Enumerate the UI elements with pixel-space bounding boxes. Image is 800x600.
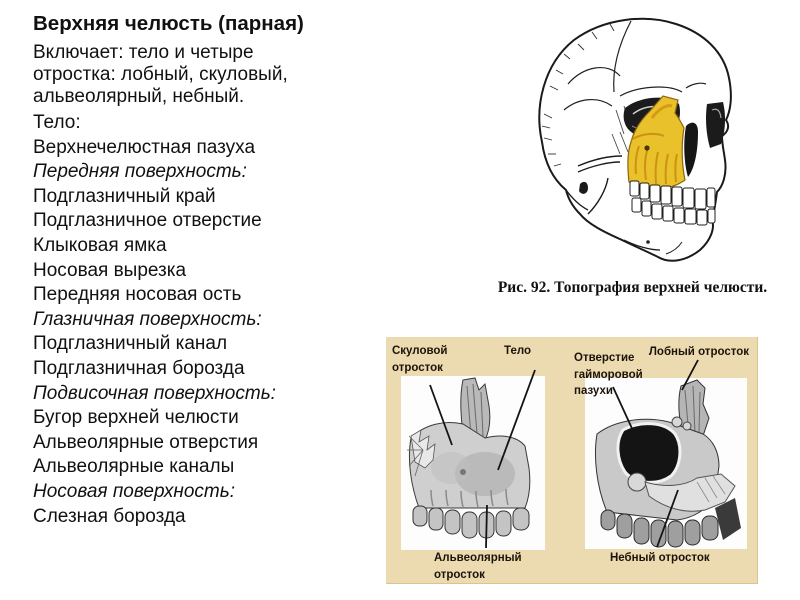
list-item: Тело: (33, 112, 81, 133)
label-body: Тело (504, 345, 532, 357)
maxilla-medial-view-image (585, 378, 747, 549)
list-item: Альвеолярные отверстия (33, 431, 259, 453)
intro-line: отростка: лобный, скуловый, (33, 64, 288, 85)
maxillary-sinus-opening (618, 424, 680, 483)
list-item: Носовая вырезка (33, 259, 187, 281)
infraorbital-foramen (644, 145, 649, 150)
skull-drawing (528, 14, 733, 266)
intro-line: Включает: тело и четыре (33, 42, 254, 63)
intro-line: альвеолярный, небный. (33, 86, 245, 107)
list-item: Бугор верхней челюсти (33, 407, 239, 429)
label-zygomatic-process: Скуловой отросток (392, 345, 448, 374)
label-frontal-process: Лобный отросток (648, 346, 749, 358)
maxilla-lateral-view-image (401, 376, 545, 550)
label-alveolar-process: Альвеолярный отросток (434, 552, 522, 581)
list-item: Глазничная поверхность: (33, 308, 262, 330)
list-item: Подглазничное отверстие (33, 210, 262, 232)
skull-topography-image (528, 14, 733, 266)
list-item: Подглазничный край (33, 185, 216, 207)
list-item: Подвисочная поверхность: (33, 382, 276, 404)
list-item: Клыковая ямка (33, 234, 167, 256)
list-item: Слезная борозда (33, 505, 186, 527)
label-palatine-process: Небный отросток (610, 552, 710, 564)
teeth-row (413, 506, 529, 538)
slide-title: Верхняя челюсть (парная) (33, 12, 304, 35)
anatomy-term-list (33, 111, 378, 529)
ear-canal (579, 182, 588, 194)
maxilla-medial-drawing (585, 378, 747, 549)
maxilla-diagram-panel (386, 337, 758, 584)
left-text-column (33, 12, 378, 529)
mental-foramen (646, 240, 650, 244)
list-item: Передняя носовая ость (33, 284, 242, 306)
figure-caption: Рис. 92. Топография верхней челюсти. (497, 279, 768, 296)
list-item: Передняя поверхность: (33, 161, 247, 183)
list-item: Верхнечелюстная пазуха (33, 136, 256, 158)
maxilla-lateral-drawing (401, 376, 545, 550)
list-item: Подглазничный канал (33, 333, 228, 355)
list-item: Подглазничная борозда (33, 357, 245, 379)
intro-paragraph (33, 42, 378, 108)
label-sinus-opening: Отверстие гайморовой пазухи (574, 352, 643, 398)
list-item: Носовая поверхность: (33, 480, 235, 502)
list-item: Альвеолярные каналы (33, 456, 235, 478)
